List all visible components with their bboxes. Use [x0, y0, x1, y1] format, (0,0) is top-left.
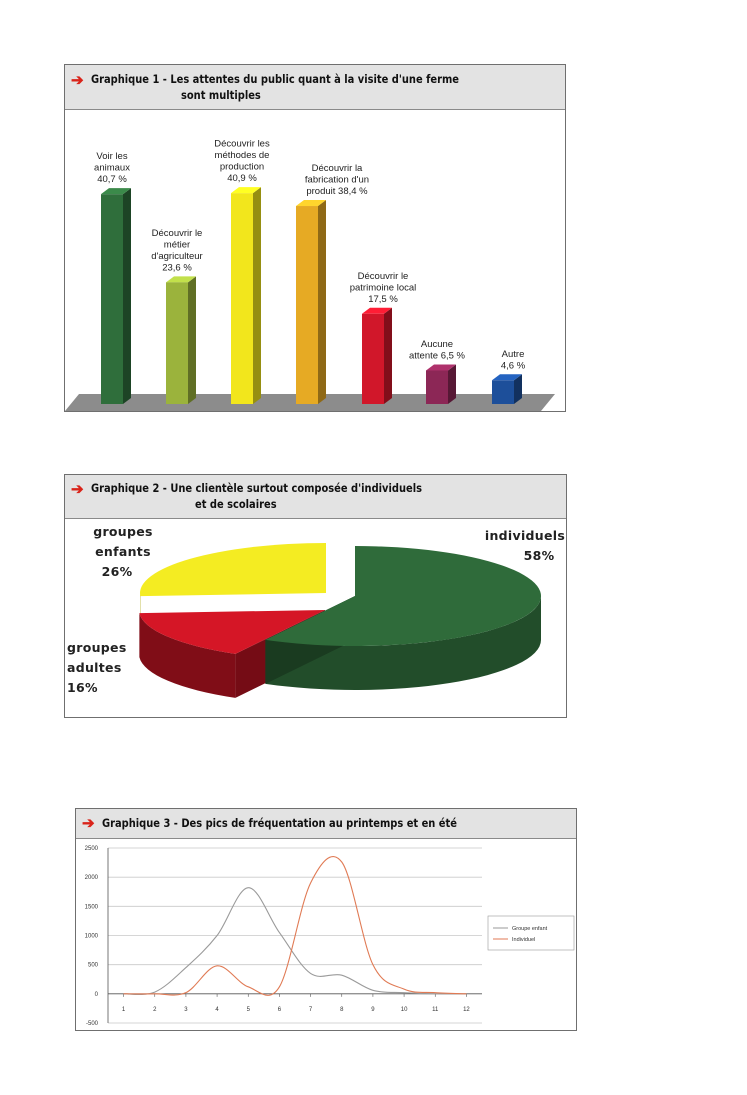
slice-label [67, 640, 127, 695]
series-line [124, 888, 467, 995]
data-label-line: production [219, 161, 265, 173]
x-tick-label: 3 [184, 1006, 188, 1013]
y-tick-label: 1000 [84, 933, 98, 940]
chart1-title-line1: Graphique 1 - Les attentes du public quant à la visite d'une ferme [91, 72, 460, 86]
legend-label: Individuel [512, 937, 536, 943]
x-tick-label: 6 [277, 1006, 282, 1013]
x-tick-label: 7 [308, 1006, 313, 1013]
x-tick-label: 10 [400, 1006, 408, 1013]
data-label [94, 151, 130, 185]
slice-label [93, 524, 153, 579]
bar [101, 194, 123, 404]
data-label [350, 271, 417, 305]
chart1-plot [65, 111, 565, 411]
data-label-line: attente 6,5 % [409, 350, 465, 362]
x-tick-label: 12 [463, 1006, 470, 1013]
data-label-line: fabrication d'un [304, 174, 370, 186]
chart2-panel [64, 474, 567, 718]
legend-label: Groupe enfant [512, 926, 548, 932]
x-tick-label: 4 [215, 1006, 219, 1013]
data-label-line: Voir les [96, 151, 128, 163]
legend [488, 916, 574, 950]
bar-side [384, 308, 392, 404]
chart2-title-line1: Graphique 2 - Une clientèle surtout composée d'individuels [91, 481, 422, 495]
y-tick-label: 1500 [84, 904, 98, 911]
y-tick-label: -500 [85, 1021, 98, 1027]
bar-side [188, 276, 196, 404]
slice-label-line: 26% [101, 564, 133, 579]
slice-label-line: 58% [523, 548, 555, 563]
chart1-title-line2: sont multiples [181, 88, 261, 102]
data-label [501, 349, 526, 372]
arrow-icon: ➔ [82, 815, 95, 832]
data-label-line: animaux [94, 162, 130, 174]
bar [166, 282, 188, 404]
slice-label-line: enfants [95, 544, 151, 559]
data-label [409, 339, 466, 362]
slice-label-line: adultes [67, 660, 122, 675]
chart2-header [65, 475, 566, 519]
data-label-line: 23,6 % [162, 262, 192, 274]
data-label-line: d'agriculteur [151, 250, 203, 262]
chart2-plot [65, 520, 566, 718]
bar-side [123, 188, 131, 404]
bar-side [318, 200, 326, 404]
data-label-line: Aucune [420, 338, 454, 350]
bar [362, 314, 384, 404]
bar [492, 380, 514, 404]
chart2-title-line2: et de scolaires [195, 497, 277, 511]
bar [231, 193, 253, 404]
data-label [305, 163, 369, 197]
data-label-line: Découvrir le [151, 227, 203, 239]
data-label-line: 4,6 % [500, 360, 526, 372]
slice-label-line: 16% [67, 680, 98, 695]
slice-label [485, 528, 565, 563]
bar [296, 206, 318, 404]
data-label-line: métier [163, 239, 191, 251]
x-tick-label: 11 [432, 1006, 439, 1013]
y-tick-label: 2500 [84, 846, 98, 852]
chart3-panel [75, 808, 577, 1031]
data-label [151, 228, 202, 274]
y-tick-label: 0 [94, 991, 98, 998]
data-label-line: 17,5 % [368, 293, 398, 305]
chart3-plot [76, 840, 576, 1031]
data-label-line: 40,7 % [97, 174, 127, 186]
data-label-line: Autre [501, 348, 525, 360]
slice-label-line: groupes [67, 640, 127, 655]
y-tick-label: 500 [87, 962, 98, 969]
slice-label-line: individuels [484, 528, 566, 543]
data-label-line: méthodes de [214, 150, 270, 162]
data-label-line: 40,9 % [227, 173, 257, 185]
chart1-panel [64, 64, 566, 412]
chart3-title: Graphique 3 - Des pics de fréquentation au printemps et en été [102, 816, 457, 830]
data-label-line: patrimoine local [349, 282, 417, 294]
bar [426, 370, 448, 404]
data-label-line: Découvrir les [214, 138, 270, 150]
x-tick-label: 5 [246, 1006, 250, 1013]
data-label-line: Découvrir le [357, 270, 409, 282]
chart3-header [76, 809, 576, 839]
bar-side [448, 364, 456, 404]
chart1-header [65, 65, 565, 110]
x-tick-label: 1 [121, 1006, 126, 1013]
y-tick-label: 2000 [84, 875, 98, 882]
x-tick-label: 8 [340, 1006, 344, 1013]
data-label [214, 139, 270, 185]
arrow-icon: ➔ [71, 72, 84, 89]
data-label-line: Découvrir la [311, 163, 363, 175]
slice-label-line: groupes [93, 524, 153, 539]
x-tick-label: 9 [371, 1006, 375, 1013]
x-tick-label: 2 [153, 1006, 157, 1013]
arrow-icon: ➔ [71, 481, 84, 498]
bar-side [253, 187, 261, 404]
data-label-line: produit 38,4 % [306, 186, 368, 198]
pie-slice [140, 543, 326, 596]
